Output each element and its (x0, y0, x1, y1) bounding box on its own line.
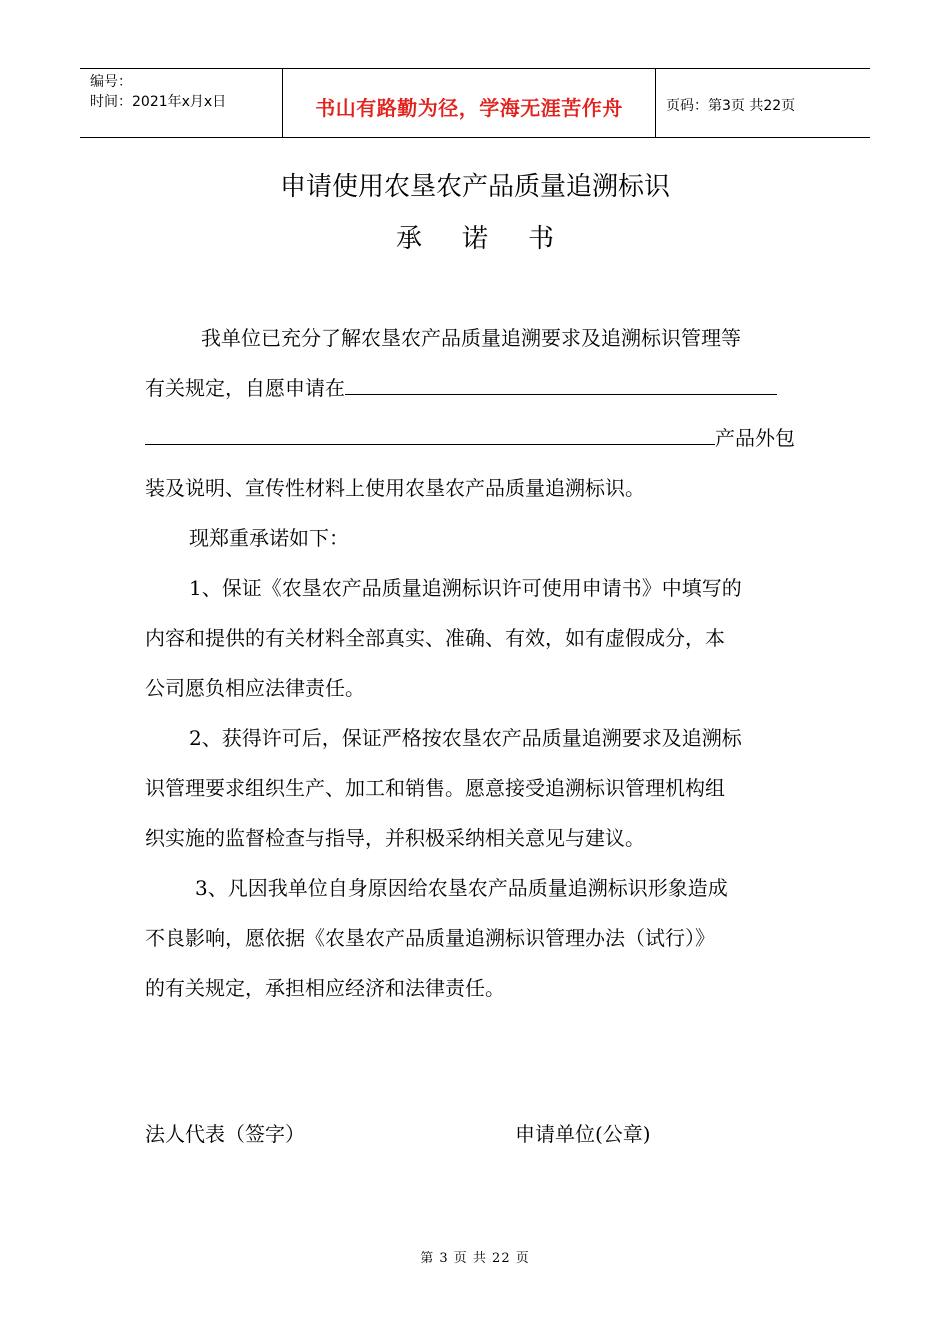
commitment-item-2-cont: 识管理要求组织生产、加工和销售。愿意接受追溯标识管理机构组 (145, 776, 725, 800)
paragraph-text: 有关规定，自愿申请在 (145, 376, 345, 400)
paragraph-line: 我单位已充分了解农垦农产品质量追溯要求及追溯标识管理等 (201, 326, 741, 350)
motto-text: 书山有路勤为径，学海无涯苦作舟 (315, 95, 623, 120)
commitment-item-3-cont: 的有关规定，承担相应经济和法律责任。 (145, 976, 505, 1000)
paragraph-text: 产品外包 (715, 426, 795, 450)
commitment-item-1-cont: 公司愿负相应法律责任。 (145, 676, 365, 700)
serial-number-label: 编号： (90, 74, 132, 90)
paragraph-line: 现郑重承诺如下： (189, 526, 349, 550)
date-label: 时间：2021年x月x日 (90, 94, 227, 110)
document-title: 申请使用农垦农产品质量追溯标识 (279, 172, 670, 202)
header-page-cell (656, 71, 870, 139)
commitment-item-3-cont: 不良影响，愿依据《农垦农产品质量追溯标识管理办法（试行）》 (145, 926, 715, 950)
header-motto-cell (283, 69, 656, 137)
document-header (80, 68, 870, 138)
paragraph-line (145, 372, 807, 401)
commitment-item-3: 3、凡因我单位自身原因给农垦农产品质量追溯标识形象造成 (195, 876, 728, 900)
commitment-item-2-cont: 织实施的监督检查与指导，并积极采纳相关意见与建议。 (145, 826, 645, 850)
paragraph-line (145, 422, 807, 451)
paragraph-line: 装及说明、宣传性材料上使用农垦农产品质量追溯标识。 (145, 476, 645, 500)
page-footer: 第 3 页 共 22 页 (420, 1251, 530, 1266)
commitment-item-2: 2、获得许可后，保证严格按农垦农产品质量追溯要求及追溯标 (189, 726, 742, 750)
product-blank-line-2[interactable] (145, 424, 715, 445)
document-subtitle: 承诺书 (395, 224, 594, 254)
header-meta-cell (80, 69, 283, 137)
commitment-item-1-cont: 内容和提供的有关材料全部真实、准确、有效，如有虚假成分，本 (145, 626, 725, 650)
legal-representative-signature: 法人代表（签字） (145, 1122, 305, 1146)
applicant-seal: 申请单位(公章) (515, 1122, 651, 1146)
page-info: 页码：第3页 共22页 (666, 98, 796, 114)
product-blank-line-1[interactable] (345, 374, 777, 395)
commitment-item-1: 1、保证《农垦农产品质量追溯标识许可使用申请书》中填写的 (189, 576, 742, 600)
